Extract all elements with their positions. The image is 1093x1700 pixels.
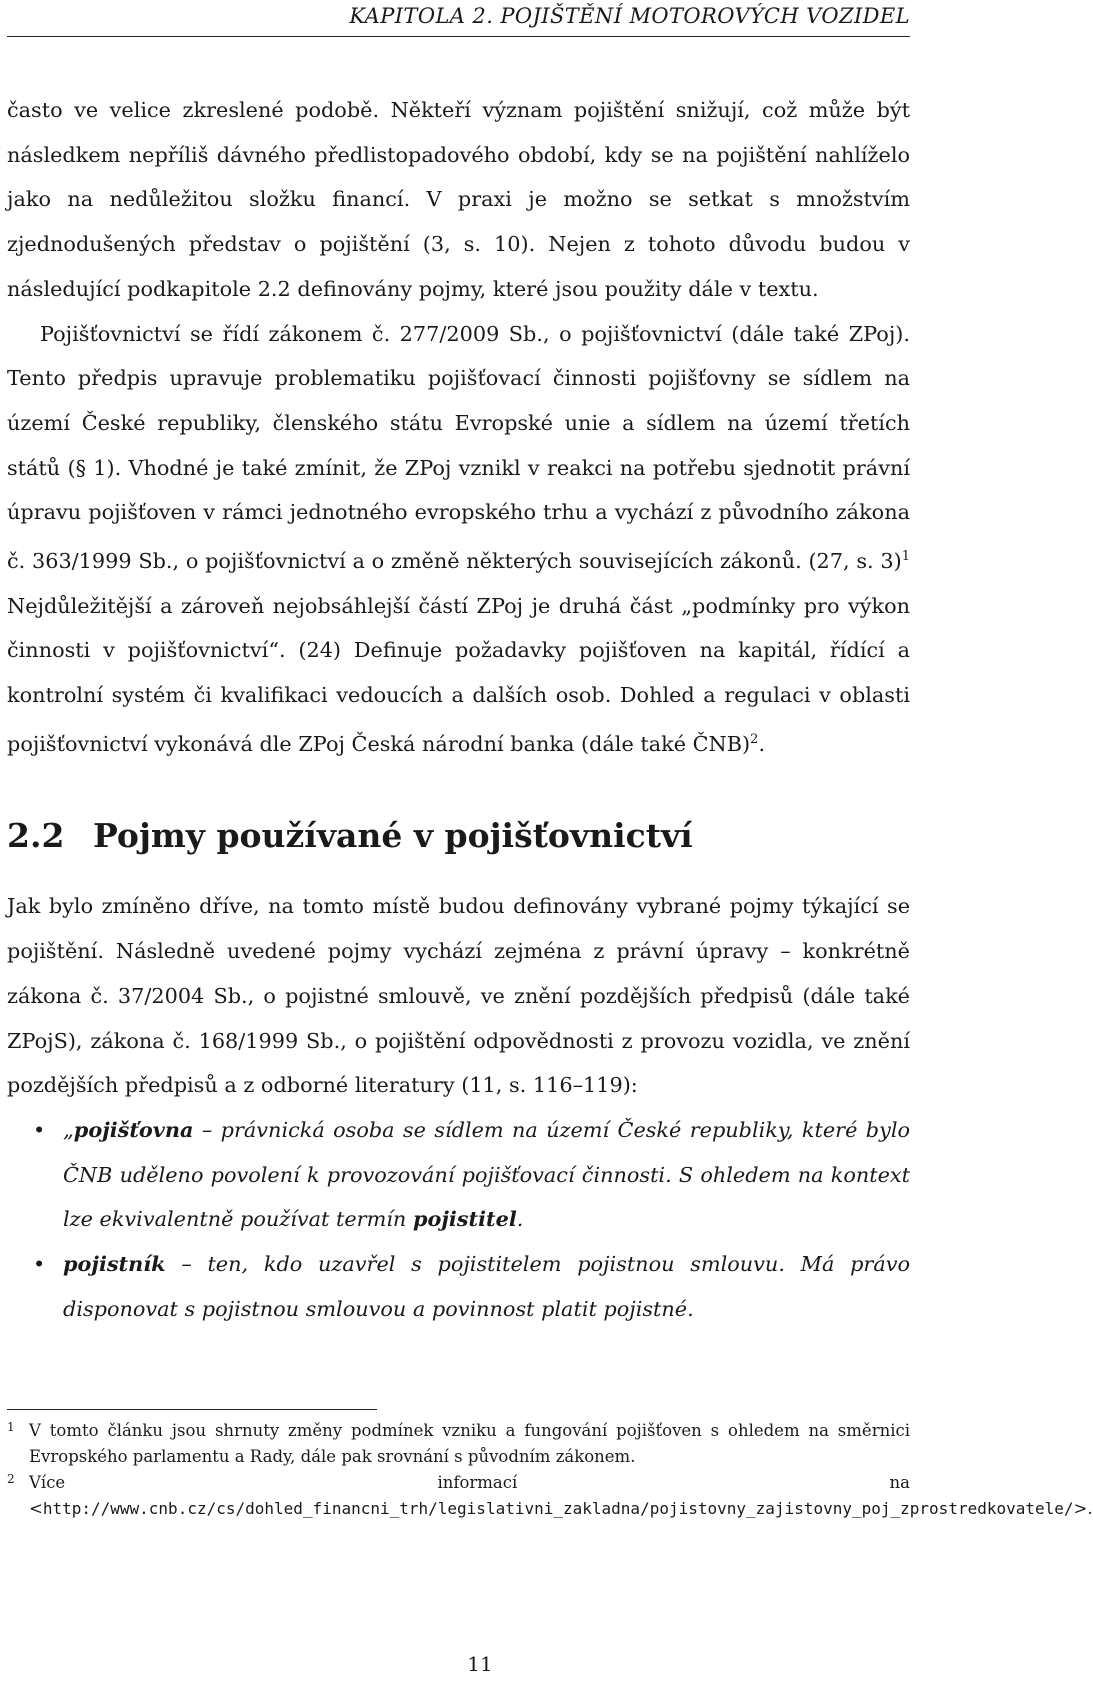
footnote-text: Více informací na <	[29, 1473, 910, 1518]
term-pojistnik: pojistník	[63, 1251, 166, 1277]
section-number: 2.2	[7, 816, 65, 856]
term-pojistovna: pojišťovna	[73, 1116, 194, 1142]
footnote-ref-1[interactable]: 1	[901, 549, 910, 565]
paragraph-2-text-b: Nejdůležitější a zároveň nejobsáhlejší částí ZPoj je druhá část „podmínky pro výkon činnosti v pojišťovnictví“. (24) Definuje požadavky pojišťoven na kapitál, řídící a kontrolní systém či kvalifikaci vedoucích a dalších osob. Dohled a regulaci v oblasti pojišťovnictví vykonává dle ZPoj Česká národní banka (dále také ČNB)	[7, 593, 910, 756]
paragraph-3: Jak bylo zmíněno dříve, na tomto místě budou definovány vybrané pojmy týkající se pojištění. Následně uvedené pojmy vychází zejména z právní úpravy – konkrétně zákona č. 37/2004 Sb., o pojistné smlouvě, ve znění pozdějších předpisů (dále také ZPojS), zákona č. 168/1999 Sb., o pojištění odpovědnosti z provozu vozidla, ve znění pozdějších předpisů a z odborné literatury (11, s. 116–119):	[7, 894, 910, 1098]
list-item	[7, 1242, 910, 1331]
bullet-icon: •	[33, 1117, 46, 1142]
item-suffix: .	[516, 1207, 524, 1232]
footnote-mark: 1	[7, 1420, 15, 1434]
footnote-ref-2[interactable]: 2	[750, 731, 759, 747]
term-pojistitel: pojistitel	[412, 1206, 517, 1232]
footnotes	[7, 1418, 1093, 1522]
bullet-icon: •	[33, 1252, 46, 1277]
paragraph-1: často ve velice zkreslené podobě. Někteří význam pojištění snižují, což může být následkem nepříliš dávného předlistopadového období, kdy se na pojištění nahlíželo jako na nedůležitou složku financí. V praxi je možno se setkat s množstvím zjednodušených představ o pojištění (3, s. 10). Nejen z tohoto důvodu budou v následující podkapitole 2.2 definovány pojmy, které jsou použity dále v textu.	[7, 98, 910, 301]
footnote-link[interactable]: http://www.cnb.cz/cs/dohled_financni_trh/legislativni_zakladna/pojistovny_zajistovny_poj_zprostredkovatele/	[42, 1499, 1074, 1518]
paragraph-2	[7, 312, 910, 767]
section-heading	[7, 814, 910, 858]
footnote-mark: 2	[7, 1472, 15, 1486]
footnote-suffix: >.	[1073, 1499, 1093, 1518]
definition-list	[7, 1108, 910, 1332]
section-title: Pojmy používané v pojišťovnictví	[93, 816, 693, 856]
item-text: – ten, kdo uzavřel s pojistitelem pojistnou smlouvu. Má právo disponovat s pojistnou smlouvou a povinnost platit pojistné.	[63, 1252, 910, 1321]
footnote-text: V tomto článku jsou shrnuty změny podmínek vzniku a fungování pojišťoven s ohledem na směrnici Evropského parlamentu a Rady, dále pak srovnání s původním zákonem.	[29, 1421, 910, 1466]
footnote-2	[7, 1470, 1093, 1522]
footnote-1	[7, 1418, 910, 1470]
item-prefix: „	[63, 1117, 74, 1142]
header-rule	[7, 36, 910, 37]
footnote-rule	[7, 1409, 377, 1410]
page-number: 11	[467, 1652, 493, 1676]
list-item	[7, 1108, 910, 1242]
paragraph-2-text-c: .	[758, 731, 766, 756]
paragraph-2-text-a: Pojišťovnictví se řídí zákonem č. 277/2009 Sb., o pojišťovnictví (dále také ZPoj). Tento předpis upravuje problematiku pojišťovací činnosti pojišťovny se sídlem na území České republiky, členského státu Evropské unie a sídlem na území třetích států (§ 1). Vhodné je také zmínit, že ZPoj vznikl v reakci na potřebu sjednotit právní úpravu pojišťoven v rámci jednotného evropského trhu a vychází z původního zákona č. 363/1999 Sb., o pojišťovnictví a o změně některých souvisejících zákonů. (27, s. 3)	[7, 321, 910, 573]
running-header: KAPITOLA 2. POJIŠTĚNÍ MOTOROVÝCH VOZIDEL	[349, 4, 910, 28]
main-content	[7, 88, 910, 1331]
item-text: – právnická osoba se sídlem na území České republiky, které bylo ČNB uděleno povolení k provozování pojišťovací činnosti. S ohledem na kontext lze ekvivalentně používat termín	[63, 1117, 910, 1232]
